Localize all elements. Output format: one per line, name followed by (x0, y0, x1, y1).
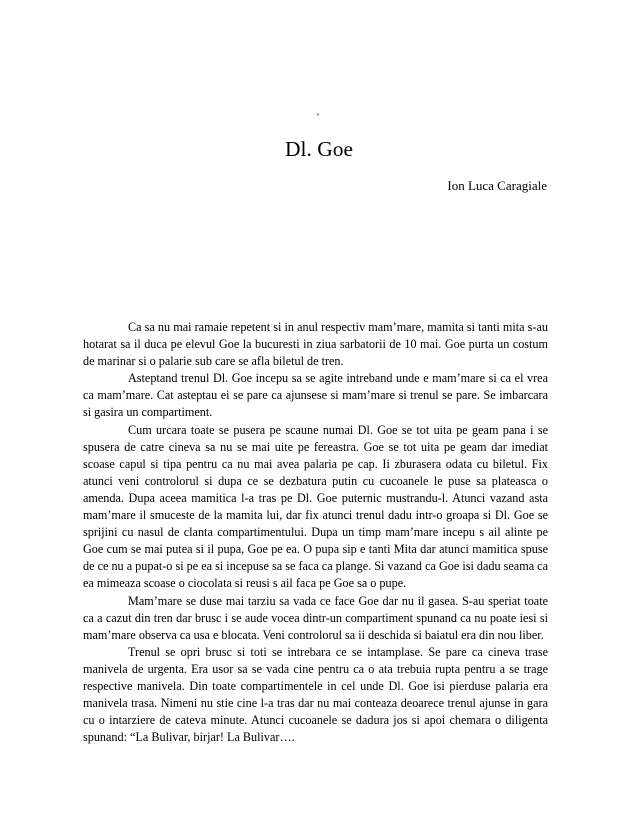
paragraph: Mam’mare se duse mai tarziu sa vada ce face Goe dar nu il gasea. S-au speriat toate ca a cazut din tren dar brusc i se aude vocea dintr-un compartiment spunand ca nu poate iesi si mam’mare observa ca usa e blocata. Veni controlorul sa ii deschida si baiatul era din nou liber. (83, 593, 548, 642)
document-title: Dl. Goe (284, 137, 354, 161)
paragraph: Cum urcara toate se pusera pe scaune numai Dl. Goe se tot uita pe geam pana i se spusera de catre cineva sa nu se mai uite pe fereastra. Goe se tot uita pe geam dar imediat scoase capul si tipa pentru ca nu mai avea palaria pe cap. Ii zburasera odata cu biletul. Fix atunci veni controlorul si dupa ce se dezbatura putin cu cucoanele le puse sa plateasca o amenda. Dupa aceea mamitica l-a tras pe Dl. Goe puternic mustrandu-l. Atunci vazand asta mam’mare il smuceste de la mamita lui, dar fix atunci trenul dadu intr-o groapa si Dl. Goe se sprijini cu nasul de clanta compartimentului. Dupa un timp mam’mare incepu s ail alinte pe Goe cum se mai putea si il pupa, Goe pe ea. O pupa sip e tanti Mita dar atunci mamitica spuse de ce nu a pupat-o si pe ea si incepuse sa se faca ca plange. Si vazand ca Goe isi dadu seama ca ea mimeaza scoase o ciocolata si reusi s ail faca pe Goe sa o pupe. (83, 422, 548, 591)
paragraph: Ca sa nu mai ramaie repetent si in anul respectiv mam’mare, mamita si tanti mita s-au hotarat sa il duca pe elevul Goe la bucuresti in ziua sarbatorii de 10 mai. Goe purta un costum de marinar si o palarie sub care se afla biletul de tren. (83, 320, 548, 369)
paragraph: Asteptand trenul Dl. Goe incepu sa se agite intreband unde e mam’mare si ca el vrea ca mam’mare. Cat asteptau ei se pare ca ajunsese si mam’mare si trenul se pare. Se imbarcara si gasira un compartiment. (83, 371, 548, 420)
paragraph: Trenul se opri brusc si toti se intrebara ce se intamplase. Se pare ca cineva trase manivela de urgenta. Era usor sa se vada cine pentru ca o ata trebuia rupta pentru a se trage respective manivela. Din toate compartimentele in cel unde Dl. Goe isi pierduse palaria era manivela trasa. Nimeni nu stie cine l-a tras dar nu mai conteaza deoarece trenul ajunse in gara cu o intarziere de cateva minute. Atunci cucoanele se dadura jos si apoi chemara o diligenta spunand: “La Bulivar, birjar! La Bulivar…. (83, 644, 548, 745)
stray-mark: ` (316, 111, 320, 125)
document-author: Ion Luca Caragiale (447, 178, 547, 193)
body-text (83, 319, 548, 746)
